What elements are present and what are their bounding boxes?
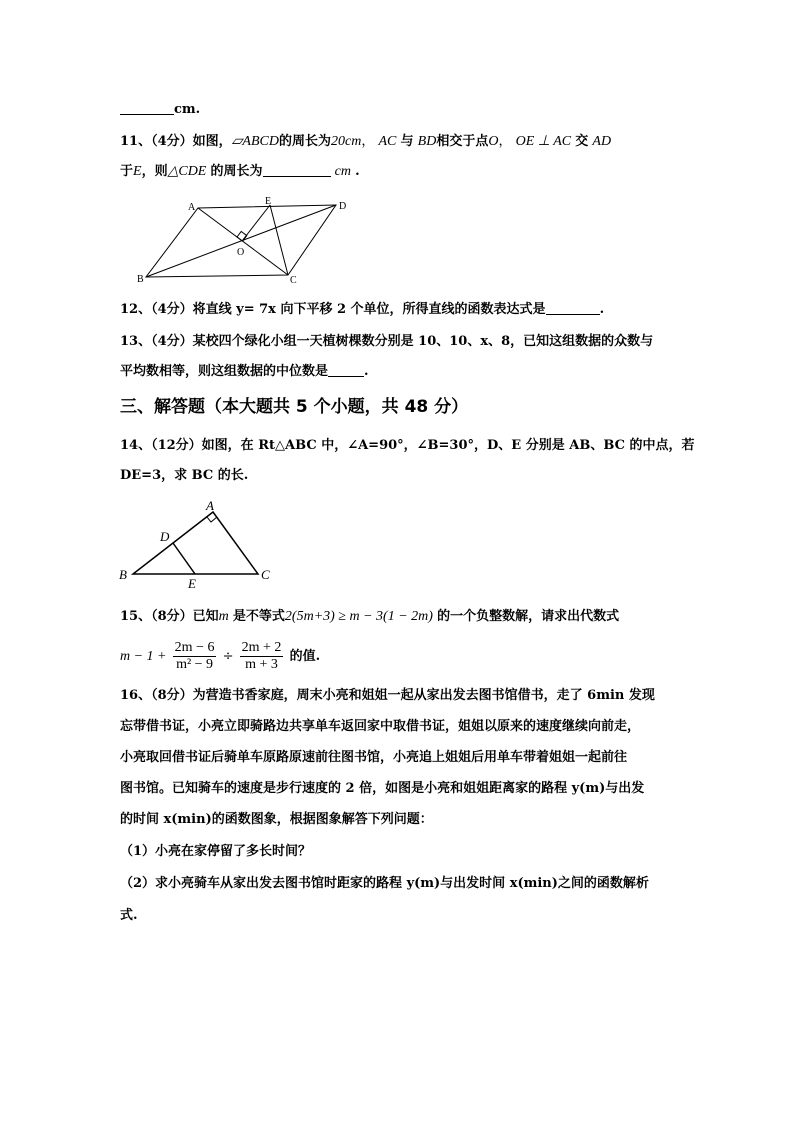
divide-sign: ÷ [222, 649, 234, 664]
q15-text: 是不等式 [232, 609, 285, 624]
q13-end: . [364, 364, 369, 379]
q16-text-1: 16、（8分）为营造书香家庭，周末小亮和姐姐一起从家出发去图书馆借书，走了 6min 发现 [120, 688, 655, 703]
q16-sub-2-line-1 [120, 874, 649, 894]
label-d: D [160, 529, 170, 544]
answer-blank[interactable] [328, 362, 364, 377]
q16-subquestion-1: （1）小亮在家停留了多长时间？ [120, 844, 312, 859]
fraction-1 [173, 640, 217, 673]
q16-text-5: 的时间 x(min)的函数图象，根据图象解答下列问题： [120, 812, 433, 827]
q12-line [120, 300, 604, 320]
label-b: B [137, 274, 144, 285]
expr-start: m − 1 + [120, 649, 167, 664]
q11-prefix: 11、（4分）如图， [120, 134, 232, 149]
q11-text: 于 [120, 164, 134, 179]
q13-line-1 [120, 332, 653, 352]
answer-blank[interactable] [546, 300, 600, 315]
q11-text: ， [498, 134, 512, 149]
q15-line-1 [120, 607, 619, 627]
q11-line-1 [120, 132, 611, 152]
point-e: E [133, 164, 142, 179]
label-d: D [339, 201, 347, 212]
label-b: B [119, 567, 127, 582]
perimeter-value: 20cm [330, 134, 362, 149]
q16-line-2 [120, 717, 640, 737]
q13-text-1: 13、（4分）某校四个绿化小组一天植树棵数分别是 10、10、x、8，已知这组数据的众数与 [120, 334, 654, 349]
frac2-numerator: 2m + 2 [241, 640, 282, 655]
segment-ad: AD [592, 134, 612, 149]
q11-line-2 [120, 162, 360, 182]
unit-cm: cm [334, 164, 351, 179]
q11-text: 的周长为 [210, 164, 263, 179]
q14-line-2 [120, 466, 248, 486]
var-m: m [218, 609, 229, 624]
q12-end: . [599, 302, 605, 317]
q16-subquestion-2-end: 式. [120, 908, 138, 923]
q15-text: 的一个负整数解，请求出代数式 [437, 609, 620, 624]
frac2-denominator: m + 3 [245, 657, 278, 672]
q16-text-4: 图书馆。已知骑车的速度是步行速度的 2 倍，如图是小亮和姐姐距离家的路程 y(m)与出发 [120, 781, 645, 796]
label-a: A [206, 498, 214, 513]
q15-prefix: 15、（8分）已知 [120, 609, 219, 624]
frac1-numerator: 2m − 6 [174, 640, 215, 655]
parallelogram-symbol: ▱ABCD [231, 134, 279, 149]
q14-text-1: 14、（12分）如图，在 Rt△ABC 中，∠A=90°，∠B=30°，D、E 分别是 AB、BC 的中点，若 [120, 438, 695, 453]
q13-line-2 [120, 362, 369, 382]
q16-text-2: 忘带借书证，小亮立即骑路边共享单车返回家中取借书证，姐姐以原来的速度继续向前走， [120, 719, 641, 734]
q10-answer-line [120, 100, 200, 120]
right-triangle-figure [115, 495, 285, 590]
section-3-heading: 三、解答题（本大题共 5 个小题，共 48 分） [120, 397, 469, 417]
answer-blank[interactable] [263, 162, 331, 177]
q16-sub-2-line-2 [120, 906, 138, 926]
parallelogram-figure [130, 193, 355, 285]
q11-text: 交 [575, 134, 589, 149]
q11-text: 相交于点 [436, 134, 489, 149]
label-c: C [261, 567, 270, 582]
q13-text-2: 平均数相等，则这组数据的中位数是 [120, 364, 329, 379]
q16-line-3 [120, 748, 627, 768]
label-c: C [290, 275, 297, 285]
label-o: O [237, 247, 245, 258]
q11-text: ，则 [141, 164, 168, 179]
fraction-2 [240, 640, 284, 673]
q11-text: ， [361, 134, 375, 149]
q12-text: 12、（4分）将直线 y= 7x 向下平移 2 个单位，所得直线的函数表达式是 [120, 302, 546, 317]
segment-ac: AC [378, 134, 397, 149]
inequality: 2(5m+3) ≥ m − 3(1 − 2m) [284, 609, 433, 624]
q11-text: . [355, 164, 360, 179]
label-e: E [188, 576, 196, 590]
q16-line-4 [120, 779, 644, 799]
segment-bd: BD [417, 134, 437, 149]
label-a: A [188, 202, 196, 213]
q15-end: 的值. [289, 649, 321, 664]
triangle-cde: △CDE [167, 164, 207, 179]
q16-text-3: 小亮取回借书证后骑单车原路原速前往图书馆，小亮追上姐姐后用单车带着姐姐一起前往 [120, 750, 628, 765]
q16-subquestion-2: （2）求小亮骑车从家出发去图书馆时距家的路程 y(m)与出发时间 x(min)之间的函数解析 [120, 876, 649, 891]
q14-line-1 [120, 436, 694, 456]
q11-text: 与 [400, 134, 414, 149]
point-o: O [488, 134, 499, 149]
q15-line-2 [120, 640, 320, 676]
answer-blank[interactable] [120, 100, 174, 115]
q11-text: 的周长为 [278, 134, 331, 149]
q16-line-5 [120, 810, 433, 830]
unit-text: cm. [174, 102, 201, 117]
q14-text-2: DE=3，求 BC 的长. [120, 468, 249, 483]
frac1-denominator: m² − 9 [176, 657, 214, 672]
q16-sub-1 [120, 842, 311, 862]
oe-perp-ac: OE ⊥ AC [515, 134, 572, 149]
label-e: E [265, 196, 272, 207]
q16-line-1 [120, 686, 655, 706]
